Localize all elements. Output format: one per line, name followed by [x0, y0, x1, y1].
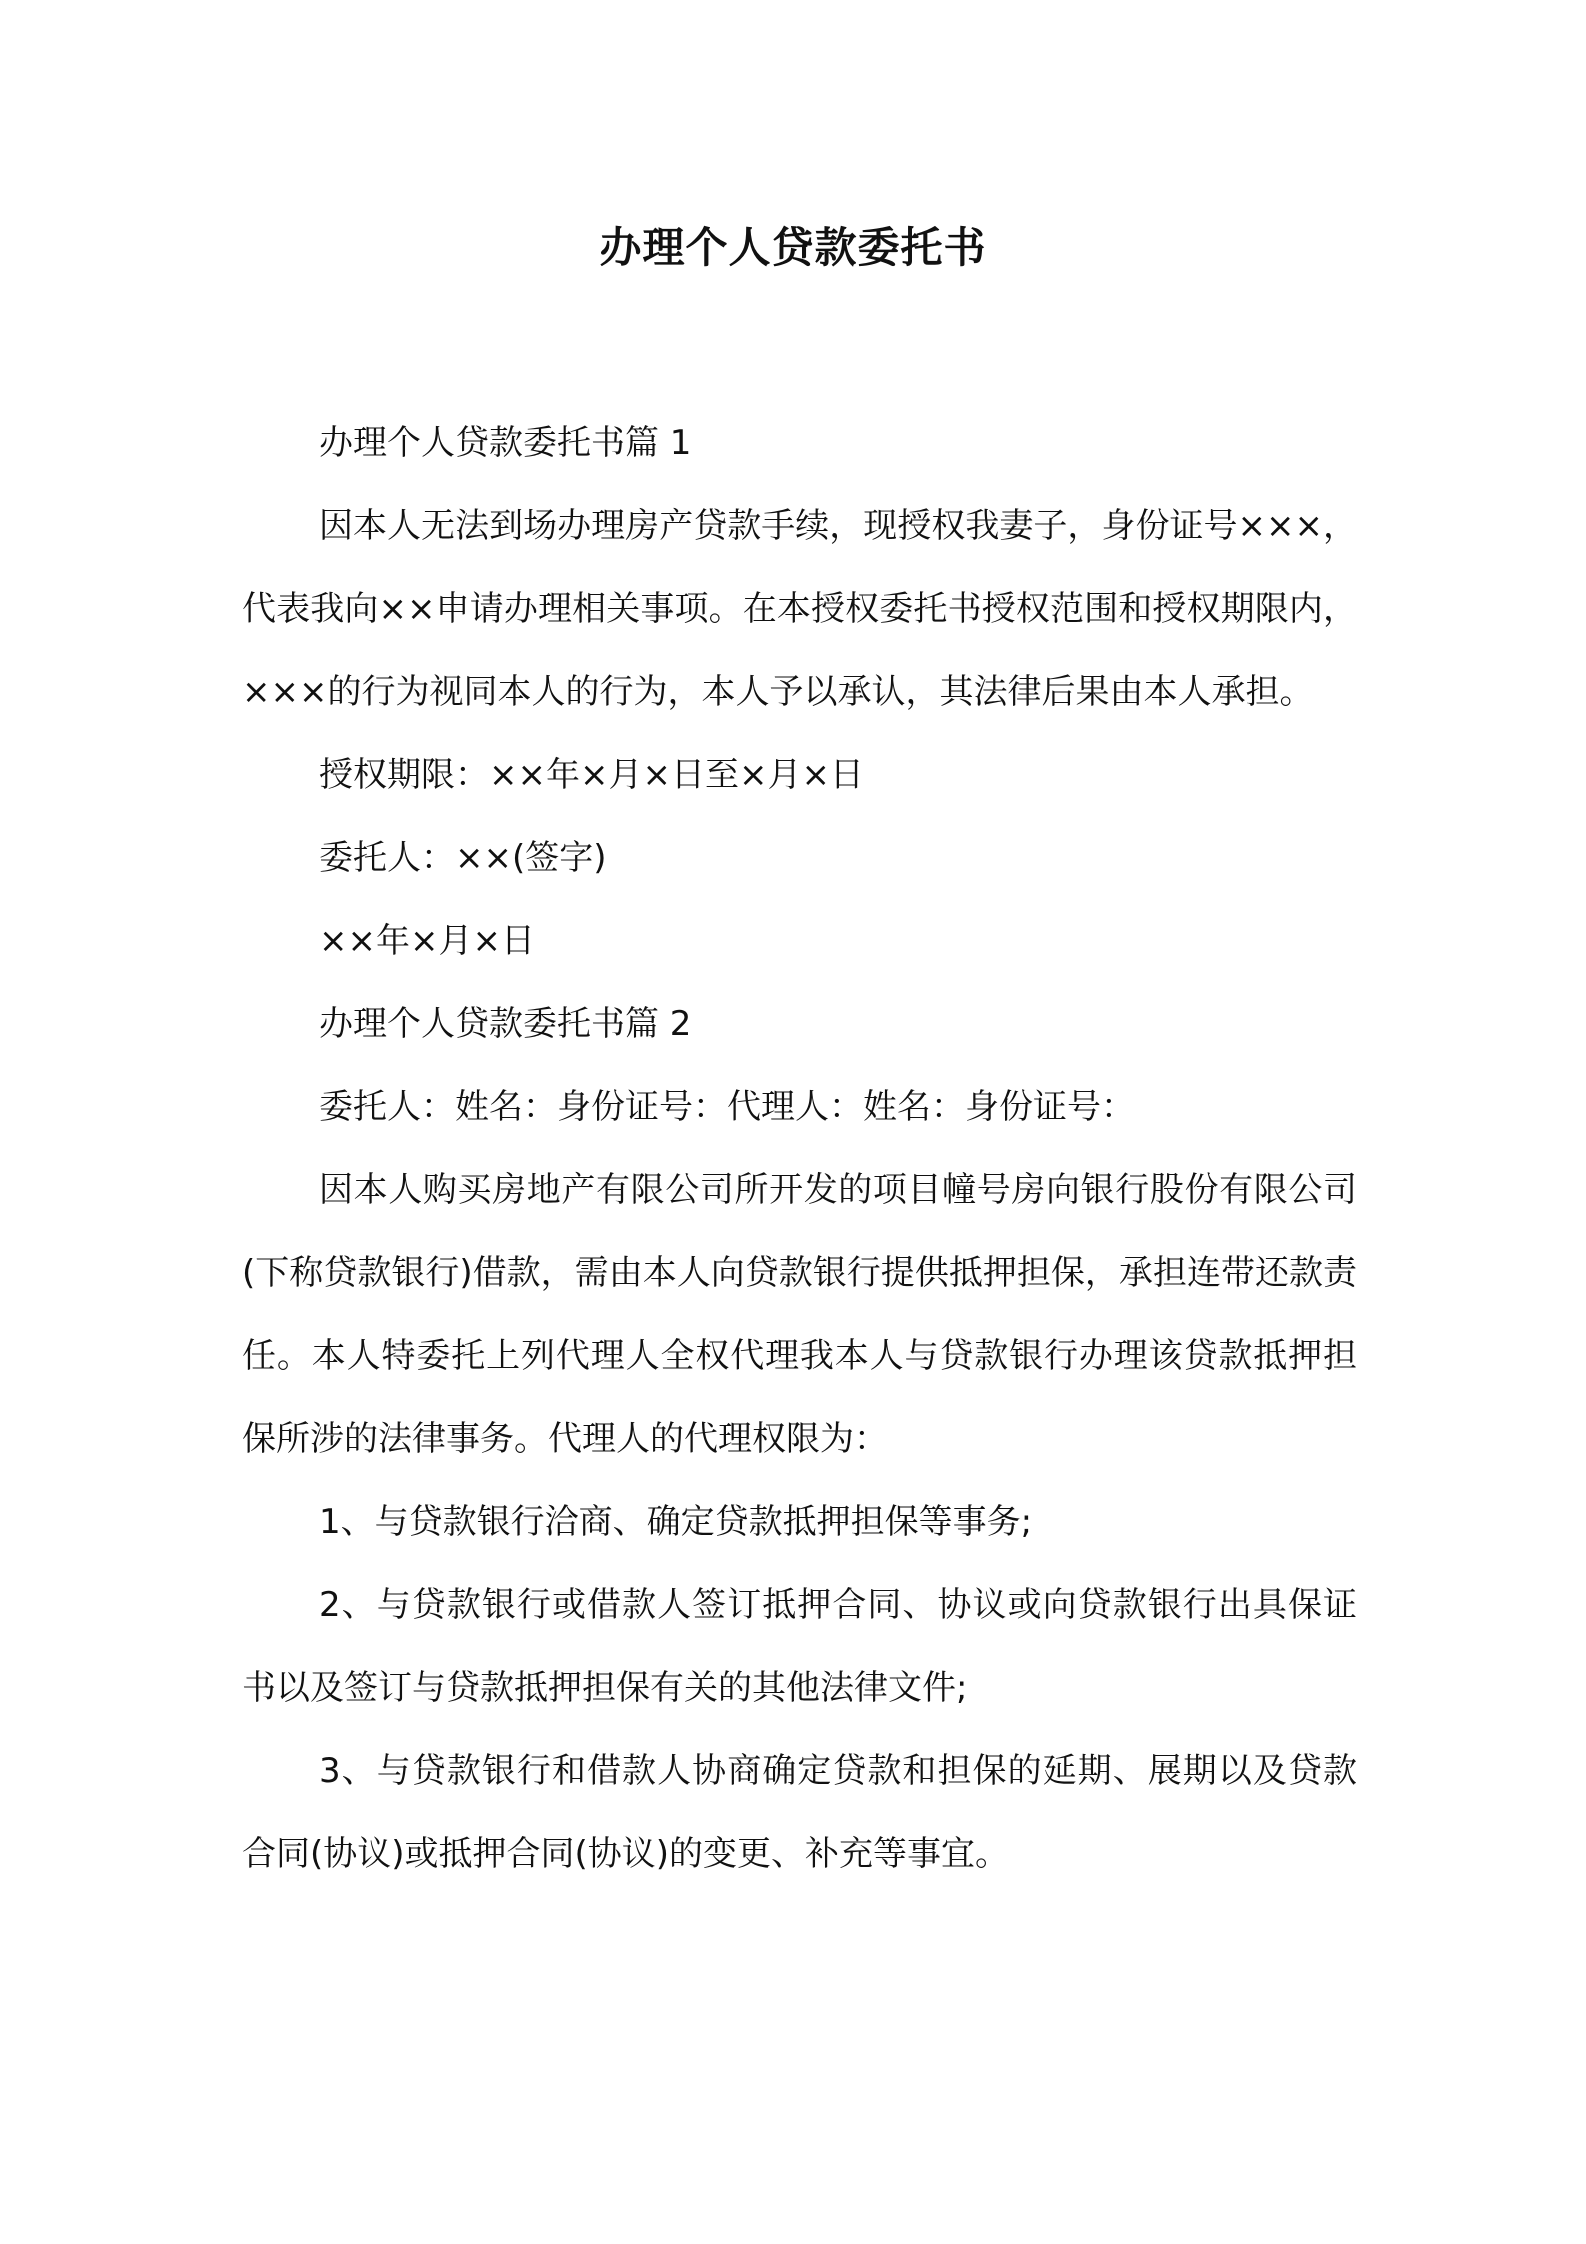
- authority-item-3: 3、与贷款银行和借款人协商确定贷款和担保的延期、展期以及贷款合同(协议)或抵押合同(协议)的变更、补充等事宜。: [242, 1751, 1357, 1874]
- authorization-period: 授权期限：××年×月×日至×月×日: [319, 755, 864, 795]
- parties-line: 委托人：姓名：身份证号：代理人：姓名：身份证号：: [319, 1087, 1135, 1127]
- document-body: [242, 402, 1357, 1896]
- authorization-paragraph: 因本人无法到场办理房产贷款手续，现授权我妻子，身份证号×××，代表我向××申请办理相关事项。在本授权委托书授权范围和授权期限内，×××的行为视同本人的行为，本人予以承认，其法律后果由本人承担。: [242, 506, 1357, 712]
- authority-item-2: 2、与贷款银行或借款人签订抵押合同、协议或向贷款银行出具保证书以及签订与贷款抵押担保有关的其他法律文件;: [242, 1585, 1357, 1708]
- section-heading-2: 办理个人贷款委托书篇 2: [319, 1004, 692, 1044]
- principal-signature-line: 委托人：××(签字): [319, 838, 607, 878]
- document-title: 办理个人贷款委托书: [599, 223, 987, 272]
- loan-purpose-paragraph: 因本人购买房地产有限公司所开发的项目幢号房向银行股份有限公司(下称贷款银行)借款，需由本人向贷款银行提供抵押担保，承担连带还款责任。本人特委托上列代理人全权代理我本人与贷款银行办理该贷款抵押担保所涉的法律事务。代理人的代理权限为：: [242, 1170, 1357, 1459]
- date-line: ××年×月×日: [319, 921, 535, 961]
- authority-item-1: 1、与贷款银行洽商、确定贷款抵押担保等事务;: [319, 1502, 1033, 1542]
- section-heading-1: 办理个人贷款委托书篇 1: [319, 423, 692, 463]
